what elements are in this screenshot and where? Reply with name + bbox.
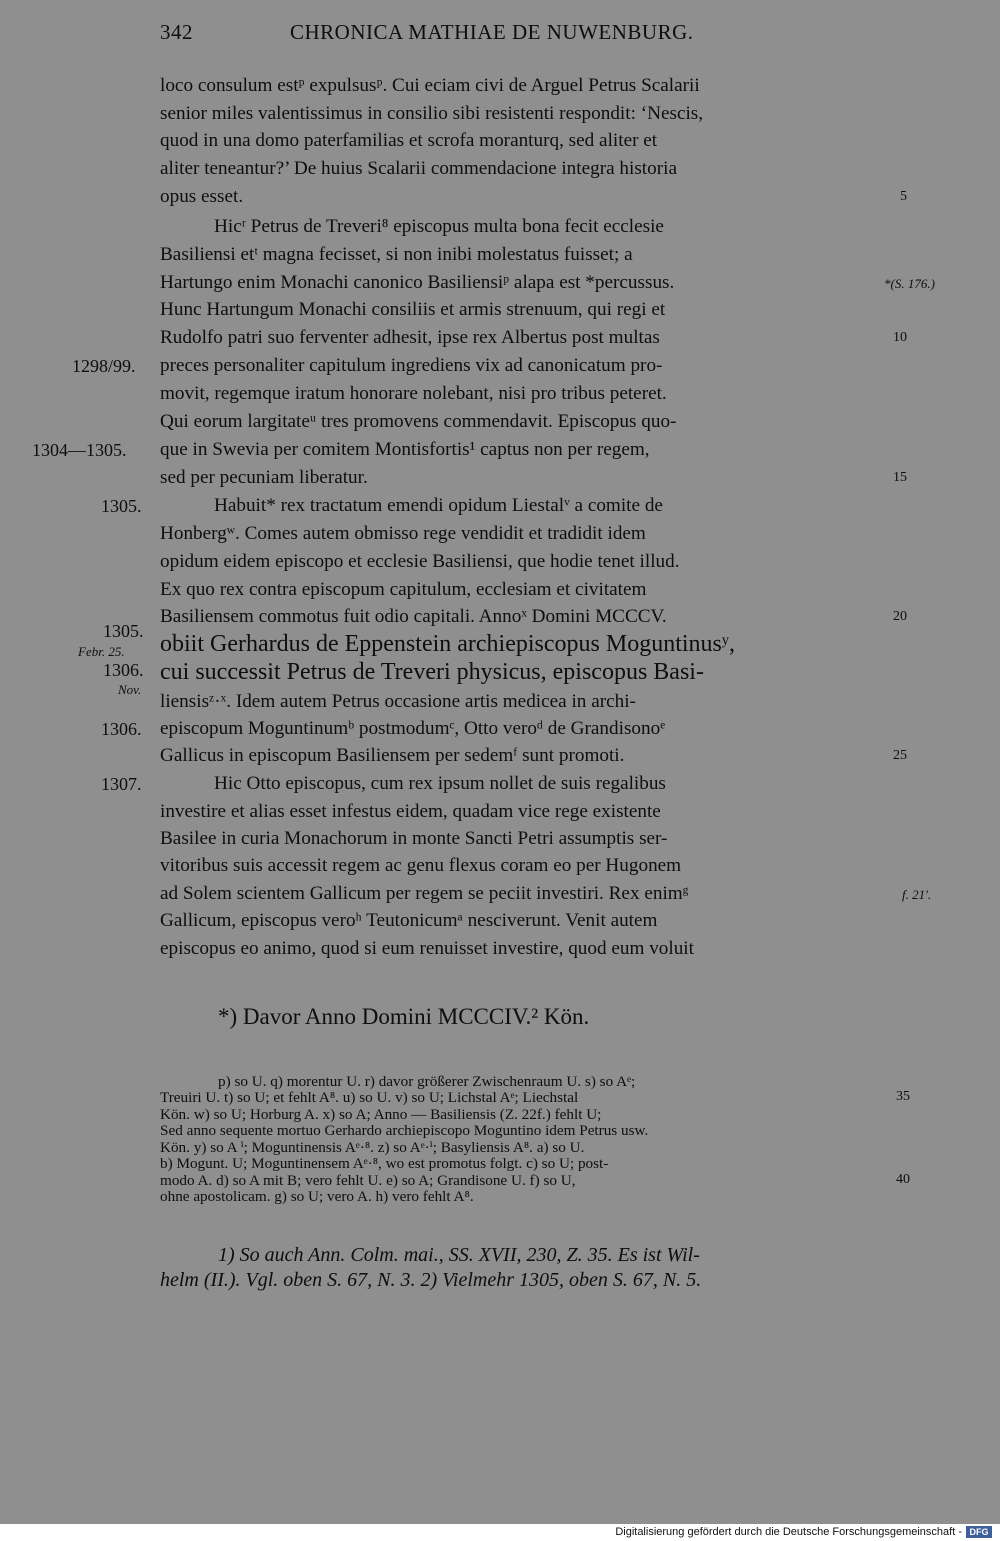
- apparatus-line: b) Mogunt. U; Moguntinensem Aᵉ·⁸, wo est promotus folgt. c) so U; post-: [160, 1155, 609, 1172]
- body-line: opidum eidem episcopo et ecclesie Basiliensi, que hodie tenet illud.: [160, 551, 680, 572]
- line-number: 15: [893, 470, 907, 485]
- body-line: aliter teneantur?’ De huius Scalarii commendacione integra historia: [160, 158, 677, 179]
- apparatus-line: modo A. d) so A mit B; vero fehlt U. e) so A; Grandisone U. f) so U,: [160, 1172, 576, 1189]
- body-line: Hartungo enim Monachi canonico Basiliensiᵖ alapa est *percussus.: [160, 272, 675, 293]
- running-title: CHRONICA MATHIAE DE NUWENBURG.: [290, 20, 694, 44]
- margin-date: Nov.: [118, 682, 142, 697]
- body-line: loco consulum estᵖ expulsusᵖ. Cui eciam civi de Arguel Petrus Scalarii: [160, 75, 700, 96]
- body-line: Honbergʷ. Comes autem obmisso rege vendidit et tradidit idem: [160, 523, 646, 544]
- body-line: obiit Gerhardus de Eppenstein archiepiscopus Moguntinusʸ,: [160, 631, 736, 657]
- body-line: Habuit* rex tractatum emendi opidum Liestalᵛ a comite de: [214, 495, 663, 516]
- body-line: episcopum Moguntinumᵇ postmodumᶜ, Otto veroᵈ de Grandisonoᵉ: [160, 718, 666, 739]
- margin-reference: *(S. 176.): [884, 276, 935, 291]
- body-line: vitoribus suis accessit regem ac genu flexus coram eo per Hugonem: [160, 855, 682, 876]
- margin-date: Febr. 25.: [78, 644, 125, 659]
- body-line: Hunc Hartungum Monachi consiliis et armis strenuum, qui regi et: [160, 299, 666, 320]
- apparatus-line: Treuiri U. t) so U; et fehlt A⁸. u) so U. v) so U; Lichstal Aᵉ; Liechstal: [160, 1089, 579, 1106]
- line-number: 40: [896, 1172, 910, 1187]
- body-line: opus esset.: [160, 186, 244, 207]
- body-line: sed per pecuniam liberatur.: [160, 467, 368, 488]
- line-number: 10: [893, 330, 907, 345]
- body-line: episcopus eo animo, quod si eum renuisset investire, quod eum voluit: [160, 938, 694, 959]
- body-line: Gallicus in episcopum Basiliensem per sedemᶠ sunt promoti.: [160, 745, 625, 766]
- footnote-line: helm (II.). Vgl. oben S. 67, N. 3. 2) Vielmehr 1305, oben S. 67, N. 5.: [160, 1269, 702, 1291]
- margin-year: 1298/99.: [72, 356, 136, 376]
- body-line: que in Swevia per comitem Montisfortis¹ captus non per regem,: [160, 439, 650, 460]
- line-number: 20: [893, 609, 907, 624]
- apparatus-line: Kön. y) so A ⁱ; Moguntinensis Aᵉ·⁸. z) so Aᵉ·ⁱ; Basyliensis A⁸. a) so U.: [160, 1139, 585, 1156]
- margin-year: 1306.: [101, 719, 142, 739]
- margin-year: 1305.: [101, 496, 142, 516]
- line-number: 35: [896, 1089, 910, 1104]
- body-line: senior miles valentissimus in consilio sibi resistenti respondit: ‘Nescis,: [160, 103, 704, 124]
- margin-year: 1305.: [103, 621, 144, 641]
- margin-year: 1304—1305.: [32, 440, 127, 460]
- line-number: 5: [900, 189, 907, 204]
- body-line: Basiliensem commotus fuit odio capitali. Annoˣ Domini MCCCV.: [160, 606, 667, 627]
- body-line: liensisᶻ·ˣ. Idem autem Petrus occasione artis medicea in archi-: [160, 691, 636, 712]
- body-line: Gallicum, episcopus veroʰ Teutonicumᵃ nesciverunt. Venit autem: [160, 910, 658, 931]
- body-line: cui successit Petrus de Treveri physicus, episcopus Basi-: [160, 659, 704, 685]
- footnote-line: 1) So auch Ann. Colm. mai., SS. XVII, 230, Z. 35. Es ist Wil-: [218, 1244, 700, 1266]
- body-line: Basilee in curia Monachorum in monte Sancti Petri assumptis ser-: [160, 828, 668, 849]
- margin-year: 1307.: [101, 774, 142, 794]
- line-number: 25: [893, 748, 907, 763]
- body-line: preces personaliter capitulum ingrediens vix ad canonicatum pro-: [160, 355, 663, 376]
- body-line: Rudolfo patri suo ferventer adhesit, ipse rex Albertus post multas: [160, 327, 660, 348]
- dfg-logo: DFG: [966, 1526, 992, 1538]
- body-line: Hic Otto episcopus, cum rex ipsum nollet de suis regalibus: [214, 773, 666, 794]
- body-line: Basiliensi etᵗ magna fecisset, si non inibi molestatus fuisset; a: [160, 244, 633, 265]
- apparatus-line: Sed anno sequente mortuo Gerhardo archiepiscopo Moguntino idem Petrus usw.: [160, 1122, 649, 1139]
- body-line: ad Solem scientem Gallicum per regem se peciit investiri. Rex enimᵍ: [160, 883, 689, 904]
- apparatus-line: Kön. w) so U; Horburg A. x) so A; Anno — Basiliensis (Z. 22f.) fehlt U;: [160, 1106, 602, 1123]
- asterisk-note: *) Davor Anno Domini MCCCIV.² Kön.: [218, 1004, 590, 1029]
- body-line: quod in una domo paterfamilias et scrofa moranturq, sed aliter et: [160, 130, 658, 151]
- body-line: investire et alias esset infestus eidem, quadam vice rege existente: [160, 801, 661, 822]
- body-line: Hicʳ Petrus de Treveri⁸ episcopus multa bona fecit ecclesie: [214, 216, 664, 237]
- apparatus-line: p) so U. q) morentur U. r) davor größerer Zwischenraum U. s) so Aᵉ;: [218, 1073, 636, 1090]
- margin-year: 1306.: [103, 660, 144, 680]
- body-line: movit, regemque iratum honorare nolebant, nisi pro tribus peteret.: [160, 383, 667, 404]
- apparatus-line: ohne apostolicam. g) so U; vero A. h) vero fehlt A⁸.: [160, 1188, 474, 1205]
- page-number: 342: [160, 20, 193, 44]
- body-line: Ex quo rex contra episcopum capitulum, ecclesiam et civitatem: [160, 579, 647, 600]
- margin-reference: f. 21'.: [902, 887, 932, 902]
- credit-bar: [0, 1524, 1000, 1541]
- body-line: Qui eorum largitateᵘ tres promovens commendavit. Episcopus quo-: [160, 411, 677, 432]
- credit-text: Digitalisierung gefördert durch die Deutsche Forschungsgemeinschaft -: [615, 1526, 962, 1538]
